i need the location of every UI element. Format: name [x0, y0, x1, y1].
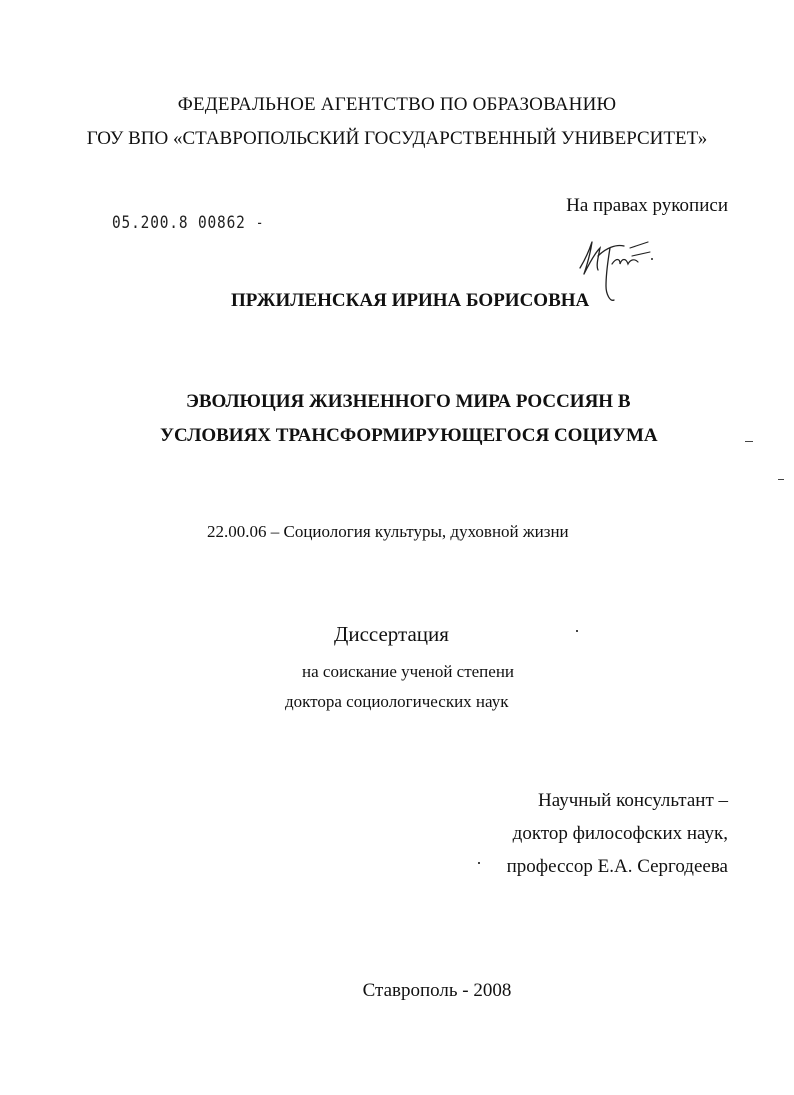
degree-line-2: доктора социологических наук — [285, 692, 509, 711]
work-type: Диссертация — [334, 622, 449, 646]
scan-artifact — [478, 862, 480, 864]
scan-artifact — [576, 630, 578, 632]
archive-code — [112, 213, 265, 233]
city-year: Ставрополь - 2008 — [362, 980, 512, 1001]
agency-name: ФЕДЕРАЛЬНОЕ АГЕНТСТВО ПО ОБРАЗОВАНИЮ — [177, 94, 617, 115]
university-name: ГОУ ВПО «СТАВРОПОЛЬСКИЙ ГОСУДАРСТВЕННЫЙ УНИВЕРСИТЕТ» — [86, 128, 708, 149]
manuscript-note: На правах рукописи — [566, 195, 728, 216]
archive-code-number: 05.200.8 00862 — [112, 213, 246, 233]
scan-artifact — [745, 441, 753, 442]
author-name: ПРЖИЛЕНСКАЯ ИРИНА БОРИСОВНА — [231, 290, 590, 311]
consultant-line-3: профессор Е.А. Сергодеева — [506, 856, 728, 877]
scan-artifact — [778, 479, 784, 480]
dissertation-title-line-1: ЭВОЛЮЦИЯ ЖИЗНЕННОГО МИРА РОССИЯН В — [186, 391, 631, 412]
specialty-code: 22.00.06 – Социология культуры, духовной жизни — [207, 522, 569, 541]
dissertation-title-line-2: УСЛОВИЯХ ТРАНСФОРМИРУЮЩЕГОСЯ СОЦИУМА — [160, 425, 658, 446]
degree-line-1: на соискание ученой степени — [302, 662, 515, 681]
consultant-line-2: доктор философских наук, — [512, 823, 728, 844]
consultant-line-1: Научный консультант – — [538, 790, 728, 811]
archive-code-mark: ˗ — [245, 213, 265, 233]
